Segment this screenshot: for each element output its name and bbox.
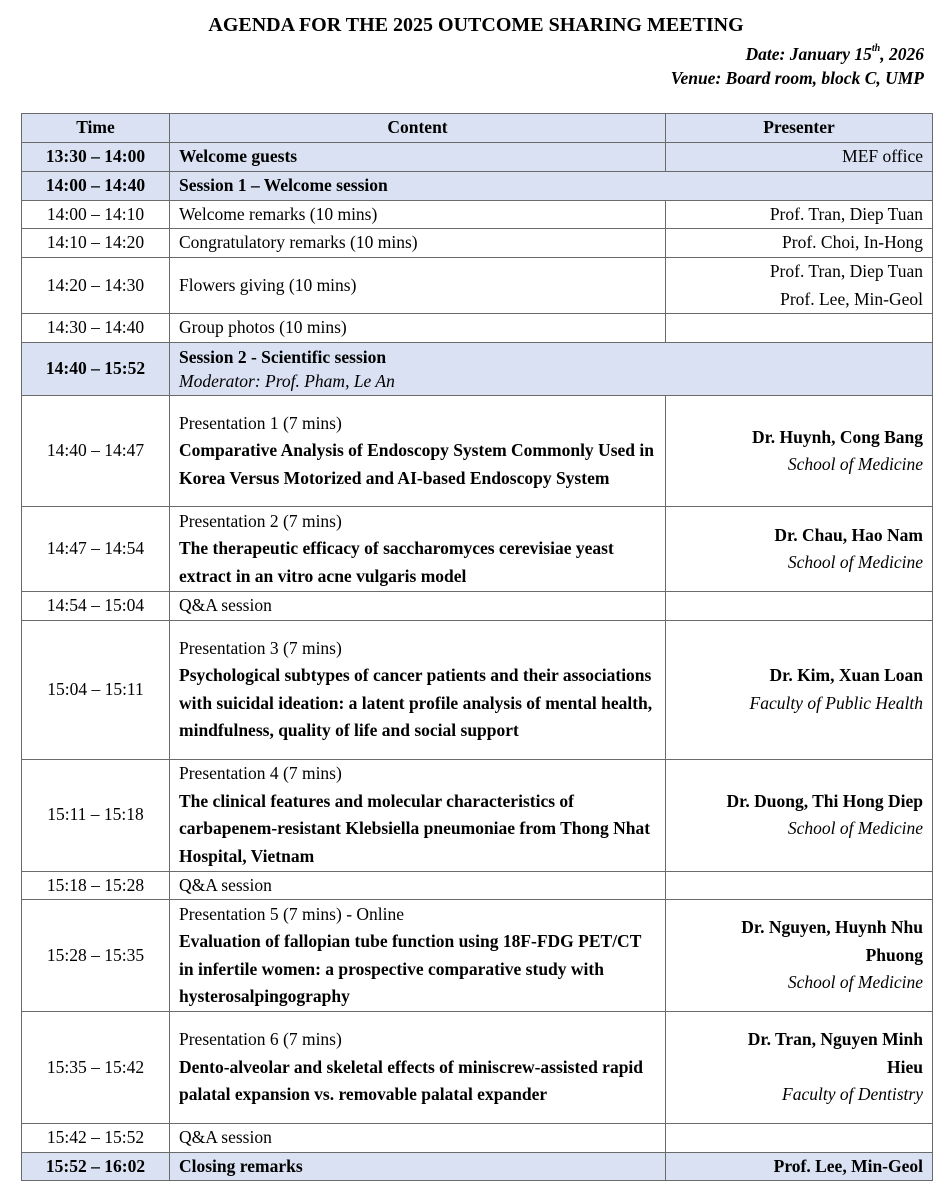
table-row [22,1152,933,1181]
time-cell: 15:52 – 16:02 [22,1152,170,1181]
table-row [22,142,933,171]
presentation-row [22,900,933,1012]
presentation-title: Comparative Analysis of Endoscopy System Commonly Used in Korea Versus Motorized and AI-based Endoscopy System [179,440,654,488]
time-cell: 14:20 – 14:30 [22,258,170,314]
presenter-name: Dr. Tran, Nguyen Minh Hieu [747,1029,923,1077]
column-header-content: Content [170,114,666,143]
presentation-label: Presentation 6 (7 mins) [179,1029,342,1050]
content-cell: Closing remarks [170,1152,666,1181]
presenter-cell: Prof. Tran, Diep Tuan [666,200,933,229]
time-cell: 15:42 – 15:52 [22,1124,170,1153]
content-cell: Welcome remarks (10 mins) [170,200,666,229]
session-title: Session 2 - Scientific session [179,347,387,367]
presentation-row [22,396,933,507]
content-cell: Flowers giving (10 mins) [170,258,666,314]
table-row [22,229,933,258]
presenter-cell [666,871,933,900]
presenter-name: Dr. Chau, Hao Nam [774,524,923,545]
content-cell [170,1012,666,1124]
presenter-cell [666,1124,933,1153]
time-cell: 15:18 – 15:28 [22,871,170,900]
presentation-label: Presentation 3 (7 mins) [179,637,342,658]
presentation-label: Presentation 1 (7 mins) [179,412,342,433]
presentation-row [22,1012,933,1124]
presentation-label: Presentation 5 (7 mins) - Online [179,903,405,924]
time-cell: 14:54 – 15:04 [22,592,170,621]
presenter-affiliation: School of Medicine [787,552,923,572]
presenter-cell [666,592,933,621]
time-cell: 14:47 – 14:54 [22,507,170,592]
content-cell: Welcome guests [170,142,666,171]
presenter-cell [666,396,933,507]
presentation-title: The clinical features and molecular characteristics of carbapenem-resistant Klebsiella pneumoniae from Thong Nhat Hospital, Vietnam [179,790,651,866]
presenter-affiliation: Faculty of Public Health [749,692,923,713]
table-row [22,592,933,621]
agenda-table [21,113,933,1181]
content-cell [170,507,666,592]
time-cell: 14:30 – 14:40 [22,314,170,343]
presenter-name: Dr. Kim, Xuan Loan [769,665,923,685]
presentation-label: Presentation 4 (7 mins) [179,763,342,783]
table-row [22,200,933,229]
session-row [22,343,933,396]
time-cell: 15:04 – 15:11 [22,620,170,759]
presenter-cell [666,258,933,314]
content-cell [170,396,666,507]
page-title: AGENDA FOR THE 2025 OUTCOME SHARING MEETING [208,14,744,36]
time-cell: 15:28 – 15:35 [22,900,170,1012]
presenter-cell [666,314,933,343]
presenter-cell [666,507,933,592]
presenter-cell: Prof. Choi, In-Hong [666,229,933,258]
meeting-venue: Venue: Board room, block C, UMP [670,68,924,88]
content-cell [170,620,666,759]
presenter-cell [666,759,933,871]
time-cell: 15:11 – 15:18 [22,759,170,871]
content-cell: Q&A session [170,1124,666,1153]
time-cell: 15:35 – 15:42 [22,1012,170,1124]
content-cell: Congratulatory remarks (10 mins) [170,229,666,258]
table-row [22,314,933,343]
presenter-name: Dr. Duong, Thi Hong Diep [726,790,923,811]
time-cell: 14:40 – 14:47 [22,396,170,507]
presentation-row [22,507,933,592]
presentation-title: Evaluation of fallopian tube function using 18F-FDG PET/CT in infertile women: a prospective comparative study with hysterosalpingography [179,931,642,1006]
column-header-time: Time [22,114,170,143]
column-header-presenter: Presenter [666,114,933,143]
table-row [22,871,933,900]
session-title: Session 1 – Welcome session [170,171,933,200]
content-cell: Group photos (10 mins) [170,314,666,343]
presentation-title: Psychological subtypes of cancer patients and their associations with suicidal ideation: a latent profile analysis of mental health, mindfulness, quality of life and social support [179,665,653,740]
date-prefix: Date: January 15 [745,44,872,64]
date-suffix: , 2026 [880,44,924,64]
presenter-cell [666,900,933,1012]
time-cell: 14:10 – 14:20 [22,229,170,258]
presenter-affiliation: School of Medicine [787,818,923,838]
session-moderator: Moderator: Prof. Pham, Le An [179,371,395,391]
presenter-name: Prof. Tran, Diep Tuan [769,261,923,281]
content-cell: Q&A session [170,592,666,621]
content-cell [170,759,666,871]
presenter-cell [666,1012,933,1124]
date-superscript: th [871,43,881,54]
presenter-affiliation: Faculty of Dentistry [782,1084,923,1105]
presenter-name: Dr. Huynh, Cong Bang [751,426,923,447]
meeting-date [746,44,924,65]
time-cell: 13:30 – 14:00 [22,142,170,171]
content-cell [170,900,666,1012]
presentation-label: Presentation 2 (7 mins) [179,510,342,531]
table-header-row [22,114,933,143]
presenter-cell [666,620,933,759]
time-cell: 14:00 – 14:10 [22,200,170,229]
presenter-name: Prof. Lee, Min-Geol [780,288,923,309]
table-row [22,258,933,314]
content-cell: Q&A session [170,871,666,900]
session-row [22,171,933,200]
time-cell: 14:00 – 14:40 [22,171,170,200]
presenter-name: Dr. Nguyen, Huynh Nhu Phuong [741,917,923,965]
presentation-title: Dento-alveolar and skeletal effects of miniscrew-assisted rapid palatal expansion vs. removable palatal expander [179,1056,644,1105]
presenter-cell: Prof. Lee, Min-Geol [666,1152,933,1181]
presentation-row [22,759,933,871]
presentation-row [22,620,933,759]
table-row [22,1124,933,1153]
session-cell [170,343,933,396]
presentation-title: The therapeutic efficacy of saccharomyces cerevisiae yeast extract in an vitro acne vulgaris model [179,538,614,586]
time-cell: 14:40 – 15:52 [22,343,170,396]
presenter-affiliation: School of Medicine [787,972,923,993]
presenter-affiliation: School of Medicine [787,454,923,474]
presenter-cell: MEF office [666,142,933,171]
